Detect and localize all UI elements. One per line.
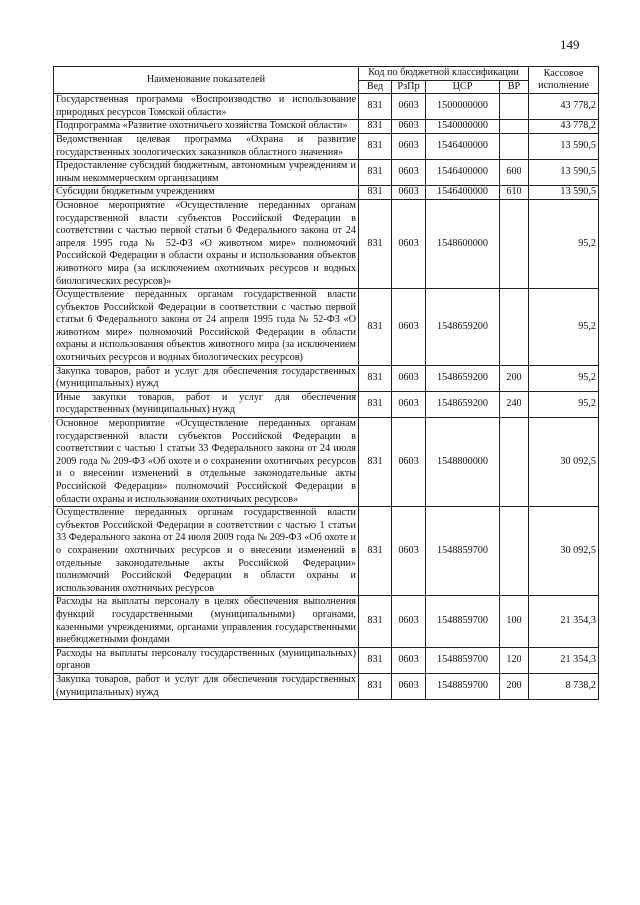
row-rzpr: 0603 <box>392 647 426 673</box>
row-rzpr: 0603 <box>392 160 426 186</box>
row-ved: 831 <box>359 365 392 391</box>
table-row <box>54 120 599 134</box>
row-csr: 1548859700 <box>426 673 500 699</box>
table-row <box>54 160 599 186</box>
row-vr <box>500 418 529 507</box>
row-csr: 1548859700 <box>426 647 500 673</box>
table-header <box>54 67 599 94</box>
row-vr: 610 <box>500 186 529 200</box>
row-name: Закупка товаров, работ и услуг для обеспечения государственных (муниципальных) нужд <box>54 365 359 391</box>
table-row <box>54 507 599 596</box>
row-csr: 1548659200 <box>426 391 500 417</box>
row-vr <box>500 507 529 596</box>
row-vr: 200 <box>500 365 529 391</box>
row-rzpr: 0603 <box>392 199 426 288</box>
header-vr: ВР <box>500 80 529 94</box>
row-csr: 1548800000 <box>426 418 500 507</box>
row-csr: 1548659200 <box>426 289 500 366</box>
row-rzpr: 0603 <box>392 391 426 417</box>
row-csr: 1500000000 <box>426 94 500 120</box>
row-csr: 1540000000 <box>426 120 500 134</box>
row-rzpr: 0603 <box>392 673 426 699</box>
row-rzpr: 0603 <box>392 133 426 159</box>
row-amount: 95,2 <box>529 365 599 391</box>
row-amount: 95,2 <box>529 391 599 417</box>
row-csr: 1546400000 <box>426 186 500 200</box>
row-vr: 200 <box>500 673 529 699</box>
row-amount: 30 092,5 <box>529 418 599 507</box>
row-ved: 831 <box>359 199 392 288</box>
header-csr: ЦСР <box>426 80 500 94</box>
table-row <box>54 365 599 391</box>
row-amount: 21 354,3 <box>529 647 599 673</box>
row-name: Закупка товаров, работ и услуг для обеспечения государственных (муниципальных) нужд <box>54 673 359 699</box>
row-rzpr: 0603 <box>392 186 426 200</box>
row-csr: 1546400000 <box>426 133 500 159</box>
table-row <box>54 199 599 288</box>
row-amount: 95,2 <box>529 289 599 366</box>
row-vr: 120 <box>500 647 529 673</box>
row-csr: 1546400000 <box>426 160 500 186</box>
table-row <box>54 391 599 417</box>
row-name: Субсидии бюджетным учреждениям <box>54 186 359 200</box>
row-vr: 100 <box>500 596 529 647</box>
row-amount: 30 092,5 <box>529 507 599 596</box>
row-vr <box>500 289 529 366</box>
row-name: Подпрограмма «Развитие охотничьего хозяйства Томской области» <box>54 120 359 134</box>
table-row <box>54 289 599 366</box>
row-ved: 831 <box>359 418 392 507</box>
row-ved: 831 <box>359 186 392 200</box>
row-amount: 21 354,3 <box>529 596 599 647</box>
page-number: 149 <box>560 37 580 52</box>
row-amount: 43 778,2 <box>529 120 599 134</box>
header-ved: Вед <box>359 80 392 94</box>
budget-table <box>53 66 599 700</box>
row-amount: 95,2 <box>529 199 599 288</box>
row-name: Основное мероприятие «Осуществление переданных органам государственной власти субъектов Российской Федерации в соответствии с частью 1 статьи 33 Федерального закона от 24 июля 2009 года № 209-ФЗ «Об охоте и о сохранении охотничьих ресурсов и о внесении изменений в отдельные законодательные акты Российской Федерации» полномочий Российской Федерации в области охраны и использования охотничьих ресурсов» <box>54 418 359 507</box>
row-amount: 13 590,5 <box>529 186 599 200</box>
row-rzpr: 0603 <box>392 120 426 134</box>
row-name: Предоставление субсидий бюджетным, автономным учреждениям и иным некоммерческим организациям <box>54 160 359 186</box>
row-rzpr: 0603 <box>392 507 426 596</box>
row-name: Осуществление переданных органам государственной власти субъектов Российской Федерации в соответствии с частью 1 статьи 33 Федерального закона от 24 июля 2009 года № 209-ФЗ «Об охоте и о сохранении охотничьих ресурсов и о внесении изменений в отдельные законодательные акты Российской Федерации» полномочий Российской Федерации в области охраны и использования охотничьих ресурсов <box>54 507 359 596</box>
row-ved: 831 <box>359 507 392 596</box>
row-ved: 831 <box>359 160 392 186</box>
row-ved: 831 <box>359 120 392 134</box>
row-csr: 1548859700 <box>426 596 500 647</box>
row-amount: 8 738,2 <box>529 673 599 699</box>
row-name: Осуществление переданных органам государственной власти субъектов Российской Федерации в соответствии с частью первой статьи 6 Федерального закона от 24 апреля 1995 года № 52-ФЗ «О животном мире» полномочий Российской Федерации в области охраны и использования объектов животного мира (за исключением охотничьих ресурсов и водных биологических ресурсов) <box>54 289 359 366</box>
row-ved: 831 <box>359 647 392 673</box>
row-ved: 831 <box>359 133 392 159</box>
header-code-group: Код по бюджетной классификации <box>359 67 529 81</box>
table-row <box>54 133 599 159</box>
row-ved: 831 <box>359 673 392 699</box>
table-row <box>54 418 599 507</box>
table-row <box>54 647 599 673</box>
header-rzpr: РзПр <box>392 80 426 94</box>
row-vr <box>500 199 529 288</box>
row-rzpr: 0603 <box>392 289 426 366</box>
table-row <box>54 186 599 200</box>
row-vr: 600 <box>500 160 529 186</box>
row-name: Основное мероприятие «Осуществление переданных органам государственной власти субъектов Российской Федерации в соответствии с частью первой статьи 6 Федерального закона от 24 апреля 1995 года № 52-ФЗ «О животном мире» полномочий Российской Федерации в области охраны и использования объектов животного мира (за исключением охотничьих ресурсов и водных биологических ресурсов)» <box>54 199 359 288</box>
table-row <box>54 94 599 120</box>
row-name: Государственная программа «Воспроизводство и использование природных ресурсов Томской области» <box>54 94 359 120</box>
row-ved: 831 <box>359 596 392 647</box>
table-body <box>54 94 599 700</box>
row-ved: 831 <box>359 391 392 417</box>
row-ved: 831 <box>359 289 392 366</box>
table-row <box>54 596 599 647</box>
row-vr <box>500 94 529 120</box>
table-row <box>54 673 599 699</box>
header-execution: Кассовое исполнение <box>529 67 599 94</box>
row-name: Расходы на выплаты персоналу государственных (муниципальных) органов <box>54 647 359 673</box>
row-csr: 1548859700 <box>426 507 500 596</box>
row-csr: 1548659200 <box>426 365 500 391</box>
row-amount: 43 778,2 <box>529 94 599 120</box>
row-vr <box>500 120 529 134</box>
row-amount: 13 590,5 <box>529 133 599 159</box>
row-csr: 1548600000 <box>426 199 500 288</box>
row-name: Расходы на выплаты персоналу в целях обеспечения выполнения функций государственными (муниципальными) органами, казенными учреждениями, органами управления государственными внебюджетными фондами <box>54 596 359 647</box>
row-rzpr: 0603 <box>392 596 426 647</box>
row-rzpr: 0603 <box>392 365 426 391</box>
row-name: Иные закупки товаров, работ и услуг для обеспечения государственных (муниципальных) нужд <box>54 391 359 417</box>
row-rzpr: 0603 <box>392 94 426 120</box>
header-name: Наименование показателей <box>54 67 359 94</box>
row-vr: 240 <box>500 391 529 417</box>
row-rzpr: 0603 <box>392 418 426 507</box>
row-ved: 831 <box>359 94 392 120</box>
row-amount: 13 590,5 <box>529 160 599 186</box>
row-vr <box>500 133 529 159</box>
row-name: Ведомственная целевая программа «Охрана и развитие государственных зоологических заказников областного значения» <box>54 133 359 159</box>
